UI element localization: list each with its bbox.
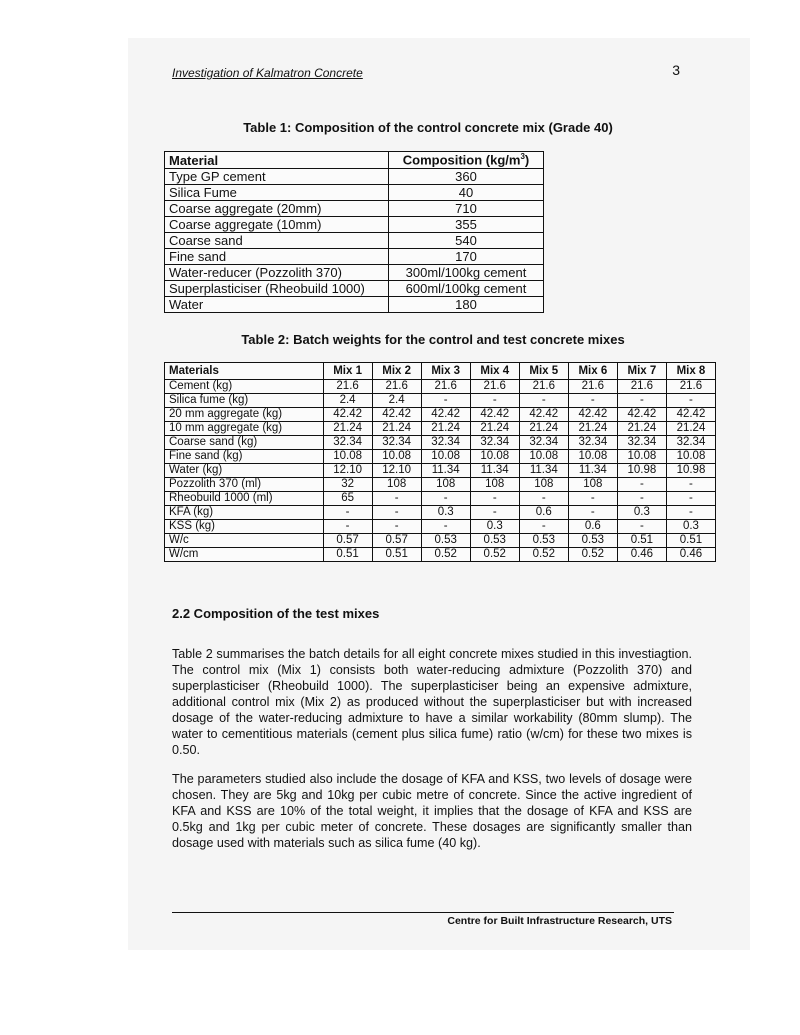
value-cell: - xyxy=(519,520,568,534)
composition-cell: 600ml/100kg cement xyxy=(389,281,544,297)
header-materials: Materials xyxy=(165,363,324,380)
table-row xyxy=(165,478,716,492)
value-cell: 0.53 xyxy=(470,534,519,548)
value-cell: 10.08 xyxy=(470,450,519,464)
value-cell: 12.10 xyxy=(323,464,372,478)
value-cell: 21.6 xyxy=(568,380,617,394)
material-cell: Water xyxy=(165,297,389,313)
value-cell: 0.6 xyxy=(519,506,568,520)
material-cell: Water-reducer (Pozzolith 370) xyxy=(165,265,389,281)
value-cell: 21.6 xyxy=(519,380,568,394)
header-mix: Mix 1 xyxy=(323,363,372,380)
material-label-cell: Water (kg) xyxy=(165,464,324,478)
value-cell: 21.24 xyxy=(372,422,421,436)
table-row xyxy=(165,436,716,450)
batch-weights-table xyxy=(164,362,716,562)
table-row xyxy=(165,422,716,436)
table-row xyxy=(165,233,544,249)
header-composition: Composition $(kg/m^3)$ xyxy=(389,152,544,169)
composition-table xyxy=(164,151,544,313)
value-cell: 0.57 xyxy=(372,534,421,548)
table-row xyxy=(165,548,716,562)
value-cell: - xyxy=(617,492,666,506)
value-cell: - xyxy=(470,492,519,506)
material-label-cell: 20 mm aggregate (kg) xyxy=(165,408,324,422)
table-header-row xyxy=(165,363,716,380)
material-cell: Coarse aggregate (20mm) xyxy=(165,201,389,217)
header-mix: Mix 8 xyxy=(666,363,715,380)
value-cell: 108 xyxy=(568,478,617,492)
value-cell: 108 xyxy=(470,478,519,492)
value-cell: 65 xyxy=(323,492,372,506)
value-cell: 2.4 xyxy=(323,394,372,408)
table-row xyxy=(165,394,716,408)
material-label-cell: KFA (kg) xyxy=(165,506,324,520)
value-cell: 0.53 xyxy=(519,534,568,548)
value-cell: - xyxy=(617,520,666,534)
table-row xyxy=(165,169,544,185)
value-cell: - xyxy=(519,492,568,506)
value-cell: 32 xyxy=(323,478,372,492)
material-cell: Superplasticiser (Rheobuild 1000) xyxy=(165,281,389,297)
value-cell: - xyxy=(568,492,617,506)
value-cell: - xyxy=(470,394,519,408)
material-cell: Type GP cement xyxy=(165,169,389,185)
value-cell: - xyxy=(421,492,470,506)
value-cell: 0.46 xyxy=(617,548,666,562)
value-cell: 42.42 xyxy=(519,408,568,422)
value-cell: - xyxy=(421,394,470,408)
value-cell: 0.52 xyxy=(519,548,568,562)
composition-cell: 360 xyxy=(389,169,544,185)
value-cell: 0.51 xyxy=(372,548,421,562)
value-cell: 42.42 xyxy=(666,408,715,422)
value-cell: - xyxy=(617,478,666,492)
value-cell: 108 xyxy=(372,478,421,492)
value-cell: 108 xyxy=(519,478,568,492)
value-cell: 32.34 xyxy=(470,436,519,450)
value-cell: 21.6 xyxy=(617,380,666,394)
header-mix: Mix 2 xyxy=(372,363,421,380)
value-cell: 10.08 xyxy=(421,450,470,464)
material-label-cell: Silica fume (kg) xyxy=(165,394,324,408)
value-cell: - xyxy=(666,506,715,520)
material-label-cell: Rheobuild 1000 (ml) xyxy=(165,492,324,506)
material-label-cell: 10 mm aggregate (kg) xyxy=(165,422,324,436)
table-row xyxy=(165,265,544,281)
value-cell: 12.10 xyxy=(372,464,421,478)
value-cell: 11.34 xyxy=(421,464,470,478)
value-cell: 11.34 xyxy=(470,464,519,478)
composition-cell: 180 xyxy=(389,297,544,313)
value-cell: 32.34 xyxy=(372,436,421,450)
value-cell: 10.98 xyxy=(666,464,715,478)
value-cell: 10.08 xyxy=(323,450,372,464)
value-cell: 21.6 xyxy=(323,380,372,394)
value-cell: 10.08 xyxy=(372,450,421,464)
value-cell: 10.08 xyxy=(568,450,617,464)
composition-cell: 540 xyxy=(389,233,544,249)
footer-rule xyxy=(172,912,674,913)
value-cell: 0.3 xyxy=(470,520,519,534)
material-cell: Silica Fume xyxy=(165,185,389,201)
value-cell: 0.51 xyxy=(666,534,715,548)
value-cell: 0.3 xyxy=(421,506,470,520)
value-cell: 21.24 xyxy=(617,422,666,436)
value-cell: - xyxy=(666,492,715,506)
value-cell: 21.6 xyxy=(666,380,715,394)
table-row xyxy=(165,520,716,534)
value-cell: 42.42 xyxy=(470,408,519,422)
value-cell: 0.53 xyxy=(568,534,617,548)
table-row xyxy=(165,450,716,464)
value-cell: 32.34 xyxy=(666,436,715,450)
value-cell: - xyxy=(666,394,715,408)
value-cell: - xyxy=(323,520,372,534)
header-mix: Mix 5 xyxy=(519,363,568,380)
value-cell: - xyxy=(372,520,421,534)
composition-cell: 355 xyxy=(389,217,544,233)
table-row xyxy=(165,380,716,394)
material-label-cell: Fine sand (kg) xyxy=(165,450,324,464)
value-cell: 32.34 xyxy=(568,436,617,450)
table-row xyxy=(165,281,544,297)
value-cell: 0.3 xyxy=(666,520,715,534)
value-cell: 0.51 xyxy=(617,534,666,548)
value-cell: 32.34 xyxy=(519,436,568,450)
value-cell: 11.34 xyxy=(568,464,617,478)
paragraph: Table 2 summarises the batch details for all eight concrete mixes studied in this investiagtion. The control mix (Mix 1) consists both water-reducing admixture (Pozzolith 370) and superplasticiser (Rheobuild 1000). The superplasticiser being an expensive admixture, additional control mix (Mix 2) as produced without the superplasticiser but with increased dosage of the water-reducing admixture to have a similar workability (80mm slump). The water to cementitious materials (cement plus silica fume) ratio (w/cm) for these two mixes is 0.50. xyxy=(172,647,692,757)
value-cell: - xyxy=(568,506,617,520)
table1-title: Table 1: Composition of the control concrete mix (Grade 40) xyxy=(243,120,613,135)
footer-text: Centre for Built Infrastructure Research, UTS xyxy=(447,915,672,927)
table-row xyxy=(165,249,544,265)
material-label-cell: Cement (kg) xyxy=(165,380,324,394)
header-material: Material xyxy=(165,152,389,169)
value-cell: - xyxy=(519,394,568,408)
value-cell: 0.52 xyxy=(421,548,470,562)
table-header-row xyxy=(165,152,544,169)
value-cell: - xyxy=(372,492,421,506)
table-row xyxy=(165,408,716,422)
composition-cell: 710 xyxy=(389,201,544,217)
material-label-cell: W/c xyxy=(165,534,324,548)
value-cell: - xyxy=(421,520,470,534)
header-mix: Mix 3 xyxy=(421,363,470,380)
value-cell: - xyxy=(568,394,617,408)
value-cell: 10.08 xyxy=(666,450,715,464)
value-cell: 21.24 xyxy=(470,422,519,436)
value-cell: 42.42 xyxy=(372,408,421,422)
table-row xyxy=(165,217,544,233)
value-cell: 0.51 xyxy=(323,548,372,562)
value-cell: 108 xyxy=(421,478,470,492)
value-cell: 42.42 xyxy=(617,408,666,422)
value-cell: 42.42 xyxy=(421,408,470,422)
value-cell: 10.08 xyxy=(617,450,666,464)
table-row xyxy=(165,464,716,478)
value-cell: 0.6 xyxy=(568,520,617,534)
value-cell: 21.24 xyxy=(568,422,617,436)
page-number: 3 xyxy=(672,62,680,78)
value-cell: 0.57 xyxy=(323,534,372,548)
value-cell: - xyxy=(372,506,421,520)
value-cell: 10.98 xyxy=(617,464,666,478)
value-cell: 32.34 xyxy=(617,436,666,450)
material-label-cell: W/cm xyxy=(165,548,324,562)
composition-cell: 40 xyxy=(389,185,544,201)
material-label-cell: KSS (kg) xyxy=(165,520,324,534)
value-cell: 21.6 xyxy=(421,380,470,394)
material-cell: Coarse sand xyxy=(165,233,389,249)
value-cell: 0.52 xyxy=(568,548,617,562)
value-cell: 0.53 xyxy=(421,534,470,548)
table-row xyxy=(165,506,716,520)
value-cell: - xyxy=(666,478,715,492)
value-cell: - xyxy=(323,506,372,520)
section-heading: 2.2 Composition of the test mixes xyxy=(172,606,380,621)
table2-title: Table 2: Batch weights for the control and test concrete mixes xyxy=(241,332,625,347)
value-cell: 42.42 xyxy=(568,408,617,422)
value-cell: - xyxy=(470,506,519,520)
value-cell: 42.42 xyxy=(323,408,372,422)
value-cell: 2.4 xyxy=(372,394,421,408)
material-cell: Fine sand xyxy=(165,249,389,265)
material-label-cell: Coarse sand (kg) xyxy=(165,436,324,450)
material-label-cell: Pozzolith 370 (ml) xyxy=(165,478,324,492)
value-cell: 10.08 xyxy=(519,450,568,464)
table-row xyxy=(165,297,544,313)
running-title: Investigation of Kalmatron Concrete xyxy=(172,66,363,80)
table-row xyxy=(165,492,716,506)
value-cell: 21.24 xyxy=(519,422,568,436)
composition-cell: 170 xyxy=(389,249,544,265)
value-cell: 21.24 xyxy=(666,422,715,436)
table-row xyxy=(165,185,544,201)
value-cell: 21.6 xyxy=(372,380,421,394)
header-mix: Mix 4 xyxy=(470,363,519,380)
table-row xyxy=(165,201,544,217)
material-cell: Coarse aggregate (10mm) xyxy=(165,217,389,233)
header-mix: Mix 7 xyxy=(617,363,666,380)
composition-cell: 300ml/100kg cement xyxy=(389,265,544,281)
value-cell: 32.34 xyxy=(421,436,470,450)
header-mix: Mix 6 xyxy=(568,363,617,380)
value-cell: 11.34 xyxy=(519,464,568,478)
value-cell: 21.24 xyxy=(323,422,372,436)
value-cell: 21.24 xyxy=(421,422,470,436)
table-row xyxy=(165,534,716,548)
paragraph: The parameters studied also include the dosage of KFA and KSS, two levels of dosage were chosen. They are 5kg and 10kg per cubic metre of concrete. Since the active ingredient of KFA and KSS are 10% of the total weight, it implies that the dosage of KFA and KSS are 0.5kg and 1kg per cubic meter of concrete. These dosages are significantly smaller than dosage used with materials such as silica fume (40 kg). xyxy=(172,772,692,850)
value-cell: - xyxy=(617,394,666,408)
value-cell: 21.6 xyxy=(470,380,519,394)
document-page xyxy=(128,38,750,950)
value-cell: 32.34 xyxy=(323,436,372,450)
value-cell: 0.3 xyxy=(617,506,666,520)
value-cell: 0.46 xyxy=(666,548,715,562)
value-cell: 0.52 xyxy=(470,548,519,562)
